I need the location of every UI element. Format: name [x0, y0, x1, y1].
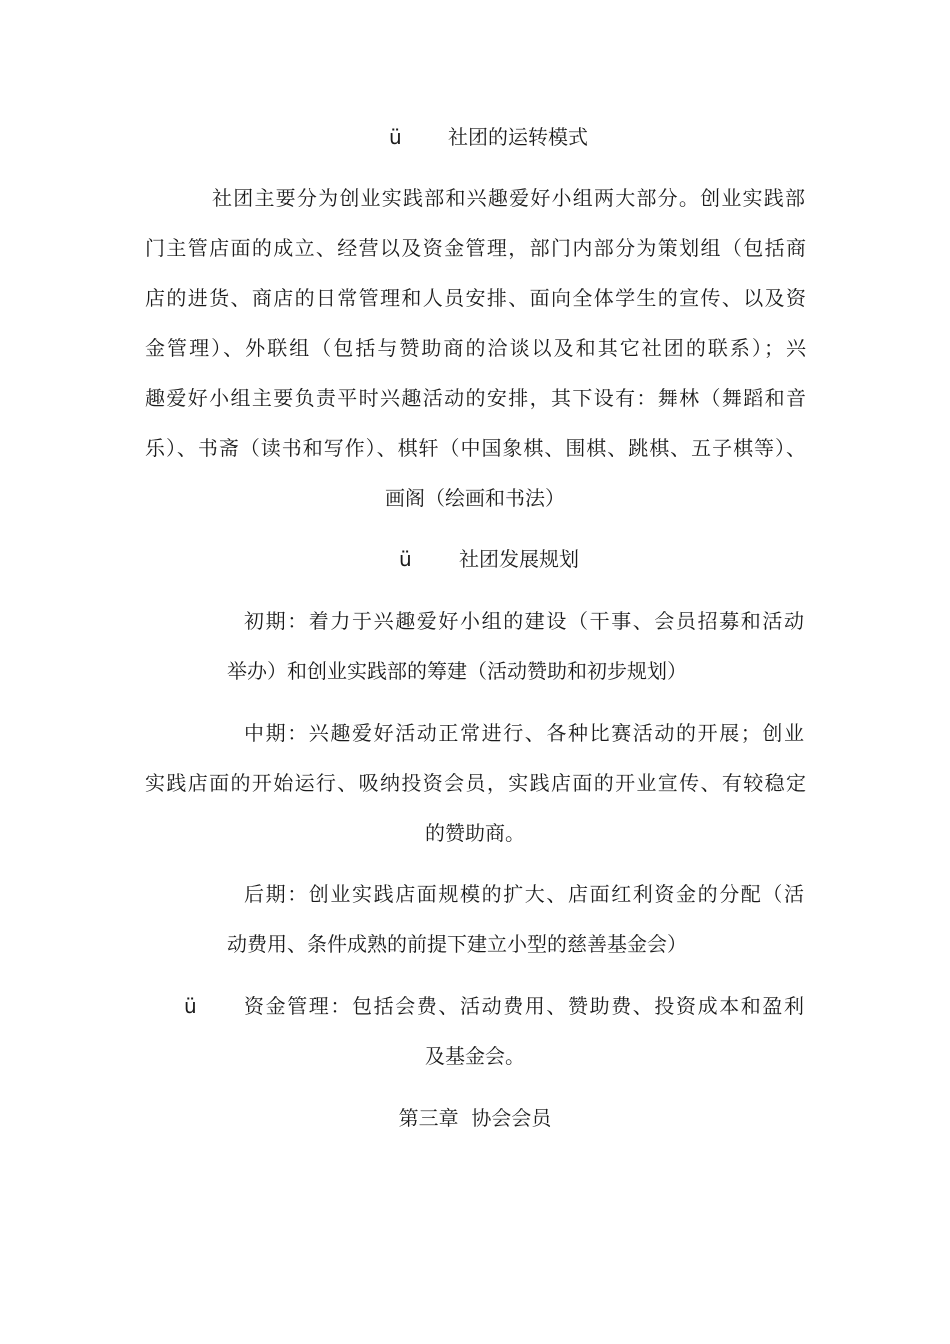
- plan-middle-line: 中期：兴趣爱好活动正常进行、各种比赛活动的开展；创业: [244, 721, 804, 745]
- paragraph-line: 乐）、书斋（读书和写作）、棋轩（中国象棋、围棋、跳棋、五子棋等）、: [145, 436, 806, 460]
- plan-early-line: 初期：着力于兴趣爱好小组的建设（干事、会员招募和活动: [244, 609, 804, 633]
- paragraph-line: 金管理）、外联组（包括与赞助商的洽谈以及和其它社团的联系）；兴: [145, 336, 806, 360]
- bullet-icon: ü: [389, 125, 402, 149]
- paragraph-line: 门主管店面的成立、经营以及资金管理，部门内部分为策划组（包括商: [145, 236, 806, 260]
- plan-late-line: 后期：创业实践店面规模的扩大、店面红利资金的分配（活: [244, 882, 804, 906]
- chapter-title: 第三章 协会会员: [398, 1106, 552, 1130]
- section-heading-development-plan: 社团发展规划: [459, 547, 579, 571]
- paragraph-line: 画阁（绘画和书法）: [385, 486, 565, 510]
- plan-middle-line: 实践店面的开始运行、吸纳投资会员，实践店面的开业宣传、有较稳定: [145, 771, 806, 795]
- funds-management-line: 资金管理：包括会费、活动费用、赞助费、投资成本和盈利: [244, 994, 804, 1018]
- plan-middle-line: 的赞助商。: [425, 821, 525, 845]
- plan-early-line: 举办）和创业实践部的筹建（活动赞助和初步规划）: [227, 659, 687, 683]
- funds-management-line: 及基金会。: [425, 1044, 525, 1068]
- paragraph-line: 趣爱好小组主要负责平时兴趣活动的安排，其下设有：舞林（舞蹈和音: [145, 386, 806, 410]
- plan-late-line: 动费用、条件成熟的前提下建立小型的慈善基金会）: [227, 932, 687, 956]
- paragraph-line: 社团主要分为创业实践部和兴趣爱好小组两大部分。创业实践部: [212, 186, 805, 210]
- bullet-icon: ü: [399, 547, 412, 571]
- bullet-icon: ü: [184, 994, 197, 1018]
- section-heading-operation-mode: 社团的运转模式: [448, 125, 588, 149]
- paragraph-line: 店的进货、商店的日常管理和人员安排、面向全体学生的宣传、以及资: [145, 286, 806, 310]
